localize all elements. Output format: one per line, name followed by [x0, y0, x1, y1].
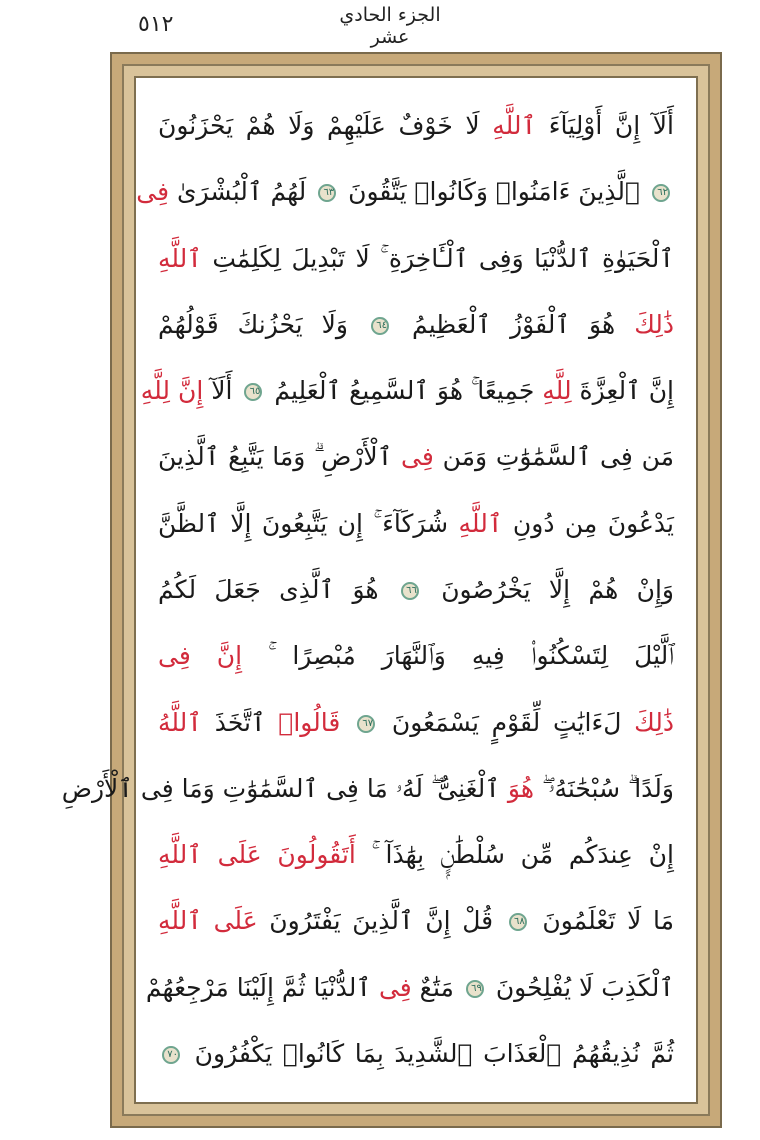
highlighted-word: ذَٰلِكَ: [634, 707, 674, 737]
highlighted-word: ٱللَّهِ: [158, 243, 202, 273]
verse-text: ٱلَّذِينَ ءَامَنُوا۟ وَكَانُوا۟ يَتَّقُونَ: [340, 177, 648, 207]
verse-text: وَإِنْ هُمْ إِلَّا يَخْرُصُونَ: [422, 574, 674, 604]
highlighted-word: عَلَى ٱللَّهِ: [158, 906, 258, 936]
ayah-number-marker: ٦٣: [318, 184, 336, 202]
verse-text: قُلْ إِنَّ ٱلَّذِينَ يَفْتَرُونَ: [257, 906, 505, 936]
verse-text: إِنَّ ٱلْعِزَّةَ: [571, 376, 674, 406]
highlighted-word: ٱللَّهِ: [458, 508, 503, 538]
highlighted-word: ٱللَّهُ: [158, 707, 202, 737]
verse-text: هُوَ ٱلَّذِى جَعَلَ لَكُمُ: [158, 574, 397, 604]
verse-line: [145, 970, 674, 1006]
juz-header: الجزء الحادي عشر: [339, 4, 441, 48]
verse-line: [158, 638, 674, 674]
verse-text: لَءَايَٰتٍ لِّقَوْمٍ يَسْمَعُونَ: [379, 707, 635, 737]
verse-line: [158, 307, 674, 343]
highlighted-word: فِى: [136, 177, 170, 207]
text-panel: [61, 76, 698, 1104]
verse-line: [136, 174, 674, 210]
ayah-number-marker: ٦٩: [466, 980, 484, 998]
verse-text: لَهُمُ ٱلْبُشْرَىٰ: [169, 177, 315, 207]
highlighted-word: إِنَّ فِى: [158, 641, 243, 671]
verse-text: مَن فِى ٱلسَّمَٰوَٰتِ وَمَن: [433, 442, 674, 472]
verse-text: إِنْ عِندَكُم مِّن سُلْطَٰنٍۭ بِهَٰذَآ ۚ: [355, 840, 674, 870]
verse-text: ٱلْأَرْضِ ۗ وَمَا يَتَّبِعُ ٱلَّذِينَ: [158, 442, 402, 472]
verse-text: ثُمَّ نُذِيقُهُمُ ٱلْعَذَابَ ٱلشَّدِيدَ بِمَا كَانُوا۟ يَكْفُرُونَ: [184, 1038, 674, 1068]
page-frame-border: [61, 64, 710, 1116]
verse-line: [158, 1036, 674, 1072]
highlighted-word: ذَٰلِكَ: [634, 309, 675, 339]
verse-text: هُوَ ٱلْفَوْزُ ٱلْعَظِيمُ: [393, 309, 635, 339]
highlighted-word: أَتَقُولُونَ عَلَى ٱللَّهِ: [158, 840, 356, 870]
verse-text: وَلَدًا ۗ سُبْحَٰنَهُۥ ۖ: [534, 773, 674, 803]
verse-text: شُرَكَآءَ ۚ إِن يَتَّبِعُونَ إِلَّا ٱلظَّنَّ: [158, 508, 459, 538]
highlighted-word: فِى: [401, 442, 434, 472]
highlighted-word: قَالُوا۟: [278, 707, 354, 737]
highlighted-word: فِى: [378, 972, 412, 1002]
ayah-number-marker: ٦٧: [357, 715, 375, 733]
ayah-number-marker: ٦٨: [509, 913, 527, 931]
verse-text: ٱلدُّنْيَا ثُمَّ إِلَيْنَا مَرْجِعُهُمْ: [145, 972, 379, 1002]
verse-text: ٱلَّيْلَ لِتَسْكُنُوا۟ فِيهِ وَٱلنَّهَارَ مُبْصِرًا ۚ: [242, 641, 674, 671]
highlighted-word: لِلَّهِ: [542, 376, 572, 406]
page-frame-outer: [61, 52, 722, 1128]
ayah-number-marker: ٦٤: [371, 317, 389, 335]
verse-text: لَا خَوْفٌ عَلَيْهِمْ وَلَا هُمْ يَحْزَنُونَ: [158, 111, 493, 140]
verse-line: [158, 903, 674, 939]
verse-line: [158, 572, 674, 608]
verse-line: [61, 771, 674, 807]
highlighted-word: هُوَ: [507, 773, 535, 803]
verse-line: [158, 108, 674, 144]
verse-line: [158, 837, 674, 873]
verse-text: ٱلْكَذِبَ لَا يُفْلِحُونَ: [487, 972, 674, 1002]
verse-line: [140, 373, 674, 409]
verse-line: [158, 439, 674, 475]
verse-text: وَلَا يَحْزُنكَ قَوْلُهُمْ: [158, 309, 368, 339]
ayah-number-marker: ٦٦: [401, 582, 419, 600]
verse-text: مَا لَا تَعْلَمُونَ: [530, 906, 674, 936]
verse-text: ٱلْغَنِىُّ ۖ لَهُۥ مَا فِى ٱلسَّمَٰوَٰتِ وَمَا فِى ٱلْأَرْضِ: [61, 773, 508, 803]
highlighted-word: إِنَّ لِلَّهِ: [140, 376, 204, 406]
ayah-number-marker: ٧٠: [162, 1046, 180, 1064]
ayah-number-marker: ٦٢: [652, 184, 670, 202]
verse-line: [158, 705, 674, 741]
verse-text: أَلَآ: [203, 376, 241, 406]
verse-line: [158, 506, 674, 542]
ayah-number-marker: ٦٥: [244, 383, 262, 401]
verse-text: أَلَآ إِنَّ أَوْلِيَآءَ: [536, 111, 675, 140]
verse-text: ٱتَّخَذَ: [201, 707, 279, 737]
verse-text: يَدْعُونَ مِن دُونِ: [502, 508, 674, 538]
verse-text: جَمِيعًا ۚ هُوَ ٱلسَّمِيعُ ٱلْعَلِيمُ: [266, 376, 543, 406]
highlighted-word: ٱللَّهِ: [492, 111, 537, 140]
verse-line: [158, 241, 674, 277]
verse-text: ٱلْحَيَوٰةِ ٱلدُّنْيَا وَفِى ٱلْـَٔاخِرَةِ ۚ لَا تَبْدِيلَ لِكَلِمَٰتِ: [201, 243, 674, 273]
verse-text-block: [61, 108, 675, 1072]
verse-text: مَتَٰعٌ: [411, 972, 462, 1002]
page-number: ٢١٥: [138, 12, 174, 37]
